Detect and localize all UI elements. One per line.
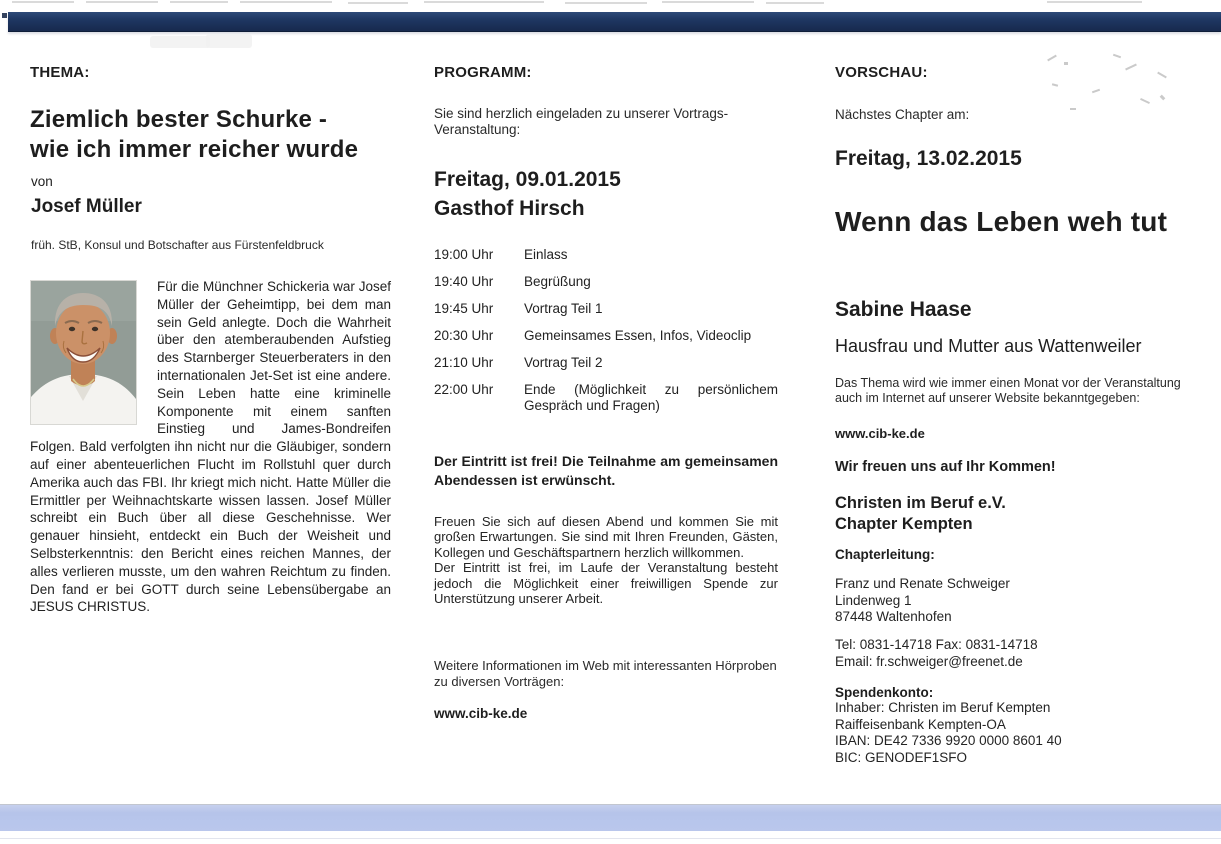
chapter-leitung-address — [835, 576, 1010, 626]
talk-description — [30, 278, 391, 616]
announcement-text: Das Thema wird wie immer einen Monat vor der Veranstaltung auch im Internet auf unserer Website bekanntgegeben: — [835, 376, 1181, 405]
scan-artifact — [0, 838, 1221, 839]
scan-artifact — [1070, 108, 1076, 110]
programm-header: PROGRAMM: — [434, 64, 532, 81]
speaker-photo — [30, 280, 137, 425]
scan-artifact — [424, 1, 544, 3]
schedule-row — [434, 274, 778, 290]
schedule-time: 22:00 Uhr — [434, 382, 494, 397]
event-details — [434, 514, 778, 606]
schedule-row — [434, 301, 778, 317]
scan-artifact — [12, 1, 74, 3]
scan-artifact — [86, 1, 158, 3]
talk-title — [30, 105, 391, 165]
schedule-item: Begrüßung — [524, 274, 591, 289]
schedule — [434, 247, 778, 425]
donation-iban: IBAN: DE42 7336 9920 0000 8601 40 — [835, 733, 1062, 748]
byline-prefix: von — [31, 174, 53, 189]
scan-artifact — [662, 1, 754, 3]
vorschau-header: VORSCHAU: — [835, 64, 928, 81]
next-chapter-label: Nächstes Chapter am: — [835, 107, 970, 122]
donation-bic: BIC: GENODEF1SFO — [835, 749, 968, 765]
web-info-text: Weitere Informationen im Web mit interessanten Hörproben zu diversen Vorträgen: — [434, 658, 777, 689]
next-talk-title: Wenn das Leben weh tut — [835, 206, 1168, 237]
scan-artifact — [1125, 64, 1137, 71]
leitung-city: 87448 Waltenhofen — [835, 609, 952, 624]
schedule-row — [434, 328, 778, 344]
scan-artifact — [1092, 89, 1100, 94]
next-event-date: Freitag, 13.02.2015 — [835, 147, 1022, 170]
next-speaker-subtitle: Hausfrau und Mutter aus Wattenweiler — [835, 336, 1142, 356]
event-details-paragraph1: Freuen Sie sich auf diesen Abend und kommen Sie mit großen Erwartungen. Sie sind mit Ihren Freunden, Gästen, Kollegen und Geschäftspartnern herzlich willkommen. — [434, 514, 778, 560]
leitung-name: Franz und Renate Schweiger — [835, 576, 1010, 591]
scan-artifact — [2, 13, 7, 18]
donation-holder: Inhaber: Christen im Beruf Kempten — [835, 700, 1051, 715]
event-date-venue — [434, 165, 621, 223]
free-entry-notice: Der Eintritt ist frei! Die Teilnahme am gemeinsamen Abendessen ist erwünscht. — [434, 453, 778, 488]
contact-phone-fax: Tel: 0831-14718 Fax: 0831-14718 — [835, 637, 1038, 652]
organization-line1: Christen im Beruf e.V. — [835, 494, 1006, 512]
contact-block — [835, 637, 1038, 670]
schedule-row — [434, 382, 778, 414]
website-url: www.cib-ke.de — [434, 706, 528, 721]
schedule-row — [434, 355, 778, 371]
chapter-leitung-label: Chapterleitung: — [835, 547, 935, 562]
thema-header: THEMA: — [30, 64, 90, 81]
header-bar — [8, 12, 1221, 32]
schedule-item: Ende (Möglichkeit zu persönlichem Gespräch und Fragen) — [524, 382, 778, 413]
organization-name — [835, 493, 1006, 535]
scan-artifact — [348, 2, 408, 4]
scan-artifact — [170, 1, 228, 3]
schedule-item: Vortrag Teil 1 — [524, 301, 603, 316]
contact-email: Email: fr.schweiger@freenet.de — [835, 653, 1023, 669]
website-url: www.cib-ke.de — [835, 426, 925, 441]
portrait-illustration — [31, 281, 136, 424]
invitation-text: Sie sind herzlich eingeladen zu unserer Vortrags-Veranstaltung: — [434, 106, 729, 137]
scan-artifact — [1064, 62, 1068, 65]
welcome-text: Wir freuen uns auf Ihr Kommen! — [835, 459, 1056, 475]
scan-artifact — [150, 36, 210, 48]
scan-artifact — [1160, 95, 1166, 101]
schedule-row — [434, 247, 778, 263]
event-date: Freitag, 09.01.2015 — [434, 168, 621, 191]
scan-artifact — [565, 2, 647, 4]
scan-artifact — [1052, 83, 1058, 86]
scan-artifact — [1113, 54, 1121, 59]
scan-artifact — [240, 1, 332, 3]
talk-description-text: Für die Münchner Schickeria war Josef Müller der Geheimtipp, bei dem man sein Geld anlegte. Doch die Wahrheit über den atemberaubenden Aufstieg des Starnberger Steuerberaters in den internationalen Jet-Set ist eine andere. Sein Leben hatte eine kriminelle Komponente mit einem sanften Einstieg und James-Bondreifen Folgen. Bald verfolgten ihn nicht nur die Gläubiger, sondern auf einer abenteuerlichen Flucht im Rollstuhl quer durch Amerika auch das FBI. Ihr kriegt mich nicht. Hatte Müller die Ermittler per Weihnachtskarte wissen lassen. Josef Müller schreibt ein Buch über all diese Geschehnisse. Wer genauer hinsieht, entdeckt ein Buch der Weisheit und Selbsterkenntnis: den Bericht eines reichen Mannes, der alles verlieren musste, um den wahren Reichtum zu finden. Den fand er bei GOTT durch seine Lebensübergabe an JESUS CHRISTUS. — [30, 279, 391, 615]
schedule-time: 20:30 Uhr — [434, 328, 494, 343]
talk-title-line2: wie ich immer reicher wurde — [30, 136, 359, 163]
speaker-subtitle: früh. StB, Konsul und Botschafter aus Fürstenfeldbruck — [31, 238, 324, 252]
schedule-item: Einlass — [524, 247, 568, 262]
talk-title-line1: Ziemlich bester Schurke - — [30, 106, 328, 133]
donation-account-block — [835, 685, 1062, 766]
scan-artifact — [766, 2, 824, 4]
schedule-time: 19:40 Uhr — [434, 274, 494, 289]
donation-bank: Raiffeisenbank Kempten-OA — [835, 716, 1006, 732]
next-speaker-name: Sabine Haase — [835, 298, 972, 321]
speaker-name: Josef Müller — [31, 196, 142, 217]
schedule-item: Gemeinsames Essen, Infos, Videoclip — [524, 328, 752, 343]
schedule-time: 19:00 Uhr — [434, 247, 494, 262]
scan-artifact — [1140, 98, 1150, 104]
scan-artifact — [206, 34, 252, 48]
event-venue: Gasthof Hirsch — [434, 197, 585, 220]
schedule-time: 19:45 Uhr — [434, 301, 494, 316]
event-details-paragraph2: Der Eintritt ist frei, im Laufe der Veranstaltung besteht jedoch die Möglichkeit einer freiwilligen Spende zur Unterstützung unserer Arbeit. — [434, 560, 778, 607]
scan-artifact — [1157, 72, 1167, 79]
leitung-street: Lindenweg 1 — [835, 592, 912, 608]
schedule-time: 21:10 Uhr — [434, 355, 494, 370]
donation-label: Spendenkonto: — [835, 685, 934, 700]
schedule-item: Vortrag Teil 2 — [524, 355, 603, 370]
scan-artifact — [1047, 1, 1142, 3]
scan-artifact — [1047, 55, 1057, 62]
footer-bar — [0, 804, 1221, 831]
organization-line2: Chapter Kempten — [835, 515, 973, 533]
